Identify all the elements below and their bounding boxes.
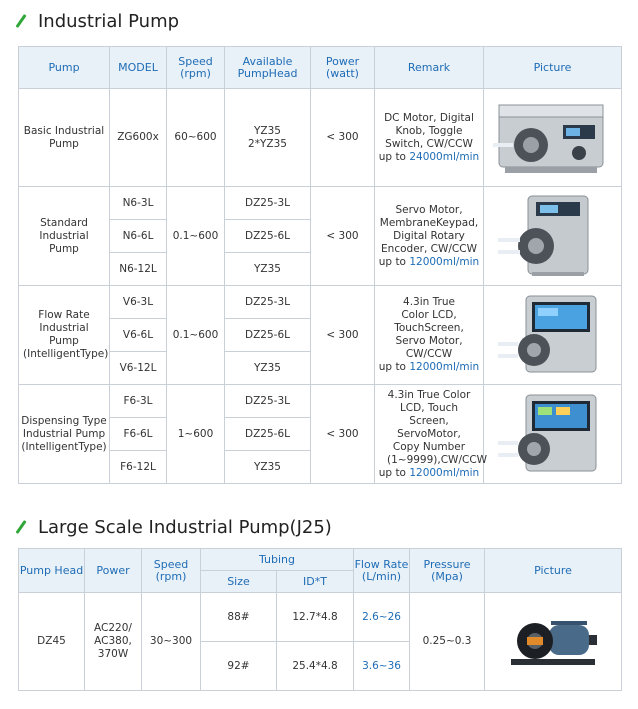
flow-rate-pump-image xyxy=(498,292,608,378)
remark-flow xyxy=(375,361,483,374)
model-cell: N6-12L xyxy=(110,253,167,286)
large-scale-pump-table xyxy=(18,548,622,691)
header-picture: Picture xyxy=(485,549,622,593)
remark-flow xyxy=(375,467,483,480)
header-power: Power xyxy=(85,549,142,593)
pumphead-cell: DZ45 xyxy=(19,593,85,691)
pumphead-cell: DZ25-6L xyxy=(225,319,311,352)
header-remark: Remark xyxy=(375,47,484,89)
pumphead-cell: DZ25-3L xyxy=(225,187,311,220)
pressure-cell: 0.25~0.3 xyxy=(410,593,485,691)
pump-name: Flow Rate Industrial Pump (IntelligentType) xyxy=(19,286,110,385)
pumphead-cell: YZ35 xyxy=(225,253,311,286)
section-title-text: Industrial Pump xyxy=(38,11,180,32)
remark-flow xyxy=(375,256,483,269)
table-header-row xyxy=(19,47,622,89)
green-check-icon xyxy=(18,522,30,534)
picture-cell xyxy=(484,385,622,484)
remark-cell xyxy=(375,187,484,286)
model-cell: ZG600x xyxy=(110,89,167,187)
header-tubing: Tubing xyxy=(201,549,354,571)
remark-cell xyxy=(375,286,484,385)
basic-industrial-pump-image xyxy=(493,95,613,181)
power-cell: < 300 xyxy=(311,187,375,286)
picture-cell xyxy=(484,187,622,286)
remark-flow-value: 24000ml/min xyxy=(409,150,480,163)
remark-cell xyxy=(375,385,488,484)
remark-text: 4.3in True Color LCD, Touch Screen, ServoMotor, Copy Number (1~9999),CW/CCW xyxy=(387,388,488,466)
section-title-text: Large Scale Industrial Pump(J25) xyxy=(38,517,332,538)
large-scale-pump-image xyxy=(505,607,601,677)
pumphead-cell: DZ25-6L xyxy=(225,418,311,451)
table-row xyxy=(19,187,622,220)
pump-name: Basic Industrial Pump xyxy=(19,89,110,187)
dispensing-pump-image xyxy=(498,391,608,477)
table-row xyxy=(19,385,622,418)
header-pumphead: Available PumpHead xyxy=(225,47,311,89)
remark-flow-value: 12000ml/min xyxy=(409,255,480,268)
remark-text: 4.3in True Color LCD, TouchScreen, Servo Motor, CW/CCW xyxy=(394,296,464,360)
header-size: Size xyxy=(201,571,277,593)
industrial-pump-table xyxy=(18,46,622,484)
model-cell: F6-6L xyxy=(110,418,167,451)
speed-cell: 1~600 xyxy=(167,385,225,484)
speed-cell: 0.1~600 xyxy=(167,187,225,286)
idt-cell: 12.7*4.8 xyxy=(277,593,354,642)
section-title-industrial-pump xyxy=(18,11,179,32)
table-row xyxy=(19,593,622,642)
remark-flow-value: 12000ml/min xyxy=(409,361,480,373)
remark-cell xyxy=(375,89,484,187)
pumphead-cell: DZ25-6L xyxy=(225,220,311,253)
pumphead-cell: YZ35 xyxy=(225,451,311,484)
model-cell: V6-12L xyxy=(110,352,167,385)
model-cell: V6-3L xyxy=(110,286,167,319)
pumphead-cell: YZ35 xyxy=(225,352,311,385)
header-speed: Speed (rpm) xyxy=(142,549,201,593)
picture-cell xyxy=(484,89,622,187)
header-picture: Picture xyxy=(484,47,622,89)
pump-name: Dispensing Type Industrial Pump (IntelligentType) xyxy=(19,385,110,484)
table-header-row xyxy=(19,549,622,571)
table-row xyxy=(19,286,622,319)
model-cell: N6-6L xyxy=(110,220,167,253)
remark-flow xyxy=(375,151,483,164)
remark-flow-prefix: up to xyxy=(378,150,406,163)
header-speed: Speed (rpm) xyxy=(167,47,225,89)
model-cell: F6-3L xyxy=(110,385,167,418)
remark-text: Servo Motor, MembraneKeypad, Digital Rotary Encoder, CW/CCW xyxy=(379,203,479,255)
model-cell: F6-12L xyxy=(110,451,167,484)
header-pump: Pump xyxy=(19,47,110,89)
remark-flow-value: 12000ml/min xyxy=(409,466,480,479)
speed-cell: 0.1~600 xyxy=(167,286,225,385)
header-idt: ID*T xyxy=(277,571,354,593)
header-pumphead: Pump Head xyxy=(19,549,85,593)
power-cell: AC220/ AC380, 370W xyxy=(85,593,142,691)
size-cell: 88# xyxy=(201,593,277,642)
power-cell: < 300 xyxy=(311,385,375,484)
model-cell: V6-6L xyxy=(110,319,167,352)
speed-cell: 30~300 xyxy=(142,593,201,691)
power-cell: < 300 xyxy=(311,286,375,385)
header-power: Power (watt) xyxy=(311,47,375,89)
model-cell: N6-3L xyxy=(110,187,167,220)
header-model: MODEL xyxy=(110,47,167,89)
remark-flow-prefix: up to xyxy=(378,466,406,479)
remark-text: DC Motor, Digital Knob, Toggle Switch, CW/CCW xyxy=(384,111,474,150)
section-title-large-scale-pump xyxy=(18,517,332,538)
pumphead-cell: DZ25-3L xyxy=(225,286,311,319)
flow-cell: 3.6~36 xyxy=(354,642,410,691)
header-pressure: Pressure (Mpa) xyxy=(410,549,485,593)
pump-name: Standard Industrial Pump xyxy=(19,187,110,286)
standard-industrial-pump-image xyxy=(498,192,608,280)
flow-cell: 2.6~26 xyxy=(354,593,410,642)
pumphead-cell: YZ35 2*YZ35 xyxy=(225,89,311,187)
green-check-icon xyxy=(18,16,30,28)
speed-cell: 60~600 xyxy=(167,89,225,187)
idt-cell: 25.4*4.8 xyxy=(277,642,354,691)
size-cell: 92# xyxy=(201,642,277,691)
picture-cell xyxy=(484,286,622,385)
table-row xyxy=(19,89,622,187)
remark-flow-prefix: up to xyxy=(378,255,406,268)
header-flow-rate: Flow Rate (L/min) xyxy=(354,549,410,593)
remark-flow-prefix: up to xyxy=(378,361,406,373)
pumphead-cell: DZ25-3L xyxy=(225,385,311,418)
power-cell: < 300 xyxy=(311,89,375,187)
picture-cell xyxy=(485,593,622,691)
